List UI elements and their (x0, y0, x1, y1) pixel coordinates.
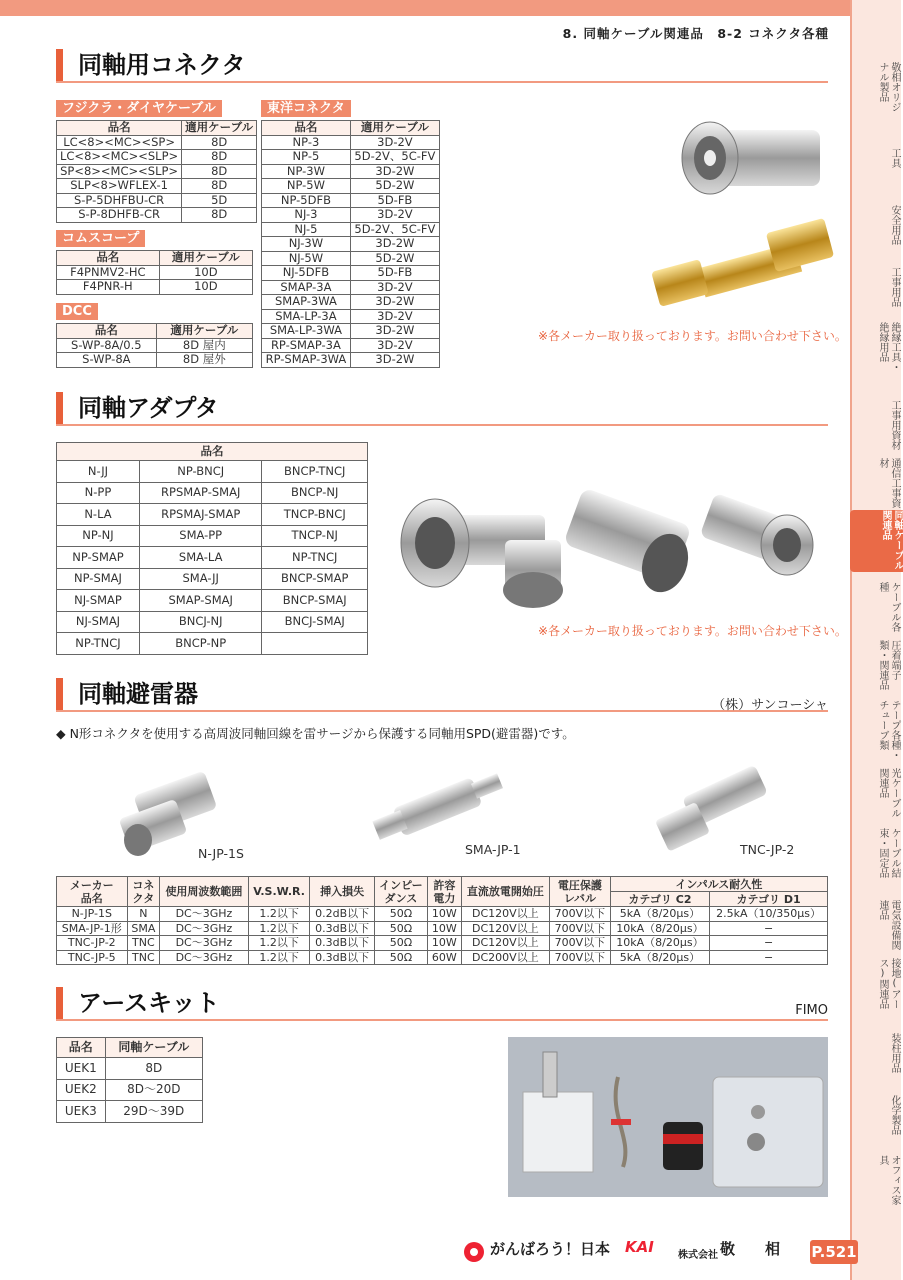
arrester-photo-sma (375, 770, 505, 850)
rail-item-terminals[interactable]: 圧着端子類・関連品 (877, 640, 900, 690)
rail-item-coax[interactable]: 同軸ケーブル関連品 (850, 510, 903, 572)
arrester-maker: （株）サンコーシャ (712, 698, 828, 713)
adapter-photo (395, 485, 825, 610)
col-header: 品名 (57, 121, 182, 136)
table-row: SLP<8>WFLEX-1 8D (57, 179, 257, 194)
table-row: NJ-5 5D-2V、5C-FV (262, 222, 440, 237)
rail-item-office[interactable]: オフィス家具 (877, 1155, 900, 1205)
caption-n-jp-1s: N-JP-1S (198, 846, 244, 861)
rail-item-work[interactable]: 工事用品 (889, 267, 900, 307)
table-row: SMAP-3WA 3D-2W (262, 295, 440, 310)
maker-dcc: DCC (56, 303, 98, 320)
table-row: UEK3 29D〜39D (57, 1101, 203, 1123)
company-prefix: 株式会社 (678, 1250, 718, 1261)
table-row: N-PP RPSMAP-SMAJ BNCP-NJ (57, 482, 368, 504)
sec2-note: ※各メーカー取り扱っております。お問い合わせ下さい。 (538, 624, 847, 638)
table-row: NP-5DFB 5D-FB (262, 193, 440, 208)
table-row: SP<8><MC><SLP> 8D (57, 164, 257, 179)
rail-item-tape[interactable]: テープ各種・チューブ類 (877, 700, 900, 760)
table-row: SMA-LP-3A 3D-2V (262, 309, 440, 324)
table-row: SMAP-3A 3D-2V (262, 280, 440, 295)
earth-kit-photo (508, 1037, 828, 1197)
table-row: SMA-JP-1形 SMA DC〜3GHz 1.2以下 0.3dB以下 50Ω 10W DC120V以上 700V以下 10kA（8/20μs） − (57, 921, 828, 936)
earth-kit-table: 品名 同軸ケーブル UEK1 8D UEK2 8D〜20D UEK3 29D〜39D (56, 1037, 203, 1123)
table-row: N-LA RPSMAJ-SMAP TNCP-BNCJ (57, 504, 368, 526)
table-row: N-JJ NP-BNCJ BNCP-TNCJ (57, 461, 368, 483)
table-row: UEK1 8D (57, 1058, 203, 1080)
rail-item-pole[interactable]: 装柱用品 (889, 1033, 900, 1073)
category-rail (850, 0, 901, 1280)
table-row: S-WP-8A/0.5 8D 屋内 (57, 338, 253, 353)
caption-sma-jp-1: SMA-JP-1 (465, 842, 521, 857)
rail-item-cable[interactable]: ケーブル各種 (877, 582, 900, 632)
breadcrumb: 8. 同軸ケーブル関連品 8-2 コネクタ各種 (562, 26, 829, 41)
commscope-table: 品名 適用ケーブル F4PNMV2-HC 10D F4PNR-H 10D (56, 250, 253, 295)
maker-fujikura: フジクラ・ダイヤケーブル (56, 100, 222, 117)
table-row: NP-5W 5D-2W (262, 179, 440, 194)
table-row: LC<8><MC><SP> 8D (57, 135, 257, 150)
section-title-earth-kit: アースキット (56, 985, 828, 1021)
toyo-table: 品名 適用ケーブル NP-3 3D-2V NP-5 5D-2V、5C-FV NP-3W 3D-2W NP-5W 5D-2W NP-5DFB 5D-FB NJ-3 3D-2V NJ-5 5D-2V、5C-FV NJ-3W 3D-2W NJ-5W 5D-2W NJ-5DFB 5D-FB SMAP-3A 3D-2V SMAP-3WA 3D-2W SMA-LP-3A 3D-2V SMA-LP-3WA 3D-2W RP-SMAP-3A 3D-2V RP-SMAP-3WA 3D-2W (261, 120, 440, 368)
rail-item-work-materials[interactable]: 工事用資材 (889, 400, 900, 450)
table-row: S-P-8DHFB-CR 8D (57, 208, 257, 223)
section-title-adapters: 同軸アダプタ (56, 390, 828, 426)
table-row: SMA-LP-3WA 3D-2W (262, 324, 440, 339)
caption-tnc-jp-2: TNC-JP-2 (740, 842, 795, 857)
section-title-connectors: 同軸用コネクタ (56, 47, 828, 83)
flower-logo-icon (462, 1240, 486, 1264)
table-row: UEK2 8D〜20D (57, 1079, 203, 1101)
table-row: NP-5 5D-2V、5C-FV (262, 150, 440, 165)
table-row: F4PNR-H 10D (57, 280, 253, 295)
table-row: LC<8><MC><SLP> 8D (57, 150, 257, 165)
table-row: NP-TNCJ BNCP-NP (57, 633, 368, 655)
table-row: NP-NJ SMA-PP TNCP-NJ (57, 525, 368, 547)
table-row: NP-SMAJ SMA-JJ BNCP-SMAP (57, 568, 368, 590)
rail-item-grounding[interactable]: 接地(アース)関連品 (877, 958, 900, 1009)
table-row: NP-3W 3D-2W (262, 164, 440, 179)
rail-item-telecom[interactable]: 通信工事資材 (877, 458, 900, 508)
rail-item-chemical[interactable]: 化学製品 (889, 1095, 900, 1135)
section-title-arrester: 同軸避雷器 (56, 676, 828, 712)
maker-toyo: 東洋コネクタ (261, 100, 351, 117)
table-row: NJ-5W 5D-2W (262, 251, 440, 266)
slogan: がんばろう！日本 (490, 1240, 611, 1258)
table-row: S-WP-8A 8D 屋外 (57, 353, 253, 368)
table-row: NJ-3W 3D-2W (262, 237, 440, 252)
table-row: S-P-5DHFBU-CR 5D (57, 193, 257, 208)
rail-item-safety[interactable]: 安全用品 (889, 205, 900, 245)
col-header: 適用ケーブル (182, 121, 257, 136)
table-row: NP-SMAP SMA-LA NP-TNCJ (57, 547, 368, 569)
table-row: RP-SMAP-3A 3D-2V (262, 338, 440, 353)
maker-commscope: コムスコープ (56, 230, 145, 247)
brand-logo: KAI (625, 1238, 654, 1256)
sec1-note: ※各メーカー取り扱っております。お問い合わせ下さい。 (538, 329, 847, 343)
adapter-table: 品名 N-JJ NP-BNCJ BNCP-TNCJ N-PP RPSMAP-SMAJ BNCP-NJ N-LA RPSMAJ-SMAP TNCP-BNCJ NP-NJ SMA-PP TNCP-NJ NP-SMAP SMA-LA NP-TNCJ NP-SMAJ SMA-JJ BNCP-SMAP NJ-SMAP SMAP-SMAJ BNCP-SMAJ NJ-SMAJ BNCJ-NJ BNCJ-SMAJ NP-TNCJ BNCP-NP (56, 442, 368, 655)
rail-item-tools[interactable]: 工具 (889, 148, 900, 168)
arrester-description: ◆ N形コネクタを使用する高周波同軸回線を雷サージから保護する同軸用SPD(避雷器)です。 (56, 726, 575, 741)
company-name: 敬 相 (720, 1240, 781, 1258)
connector-photo (640, 105, 840, 315)
table-row: TNC-JP-2 TNC DC〜3GHz 1.2以下 0.3dB以下 50Ω 10W DC120V以上 700V以下 10kA（8/20μs） − (57, 936, 828, 951)
rail-item-binding[interactable]: ケーブル結束・固定品 (877, 828, 900, 878)
earth-kit-maker: FIMO (795, 1003, 828, 1018)
rail-item-insulation[interactable]: 絶縁工具・絶縁用品 (877, 322, 900, 372)
rail-item-electrical[interactable]: 電気設備関連品 (877, 900, 900, 950)
page-number: P.521 (810, 1240, 858, 1264)
table-row: NJ-SMAJ BNCJ-NJ BNCJ-SMAJ (57, 611, 368, 633)
table-row: F4PNMV2-HC 10D (57, 265, 253, 280)
dcc-table: 品名 適用ケーブル S-WP-8A/0.5 8D 屋内 S-WP-8A 8D 屋外 (56, 323, 253, 368)
table-row: RP-SMAP-3WA 3D-2W (262, 353, 440, 368)
table-row: NJ-SMAP SMAP-SMAJ BNCP-SMAJ (57, 590, 368, 612)
table-row: NJ-3 3D-2V (262, 208, 440, 223)
rail-item-optical[interactable]: 光ケーブル関連品 (877, 768, 900, 818)
table-row: TNC-JP-5 TNC DC〜3GHz 1.2以下 0.3dB以下 50Ω 60W DC200V以上 700V以下 5kA（8/20μs） − (57, 950, 828, 965)
arrester-table: メーカー 品名 コネ クタ 使用周波数範囲 V.S.W.R. 挿入損失 インピー ダンス 許容 電力 直流放電開始圧 電圧保護 レバル インパルス耐久性 カテゴリ C2 カテゴリ D1 N-JP-1S N DC〜3GHz 1.2以下 0.2dB以下 50Ω 10W DC120V以上 700V以下 5kA（8/20μs） 2.5kA（10/350μs） SMA-JP-1形 SMA DC〜3GHz 1.2以下 0.3dB以下 50Ω 10W DC120V以上 700V以下 10kA（8/20μs） − TNC-JP-2 TNC DC〜3GHz 1.2以下 0.3dB以下 50Ω 10W DC120V以上 700V以下 10kA（8/20μs） − TNC-JP-5 TNC DC〜3GHz 1.2以下 0.3dB以下 50Ω 60W DC200V以上 700V以下 5kA（8/20μs） − (56, 876, 828, 965)
fujikura-table (56, 120, 257, 223)
rail-item-original[interactable]: 敬相オリジナル製品 (877, 62, 900, 112)
table-row: NJ-5DFB 5D-FB (262, 266, 440, 281)
table-row: NP-3 3D-2V (262, 135, 440, 150)
top-bar (0, 0, 850, 16)
table-row: N-JP-1S N DC〜3GHz 1.2以下 0.2dB以下 50Ω 10W DC120V以上 700V以下 5kA（8/20μs） 2.5kA（10/350μs） (57, 907, 828, 922)
